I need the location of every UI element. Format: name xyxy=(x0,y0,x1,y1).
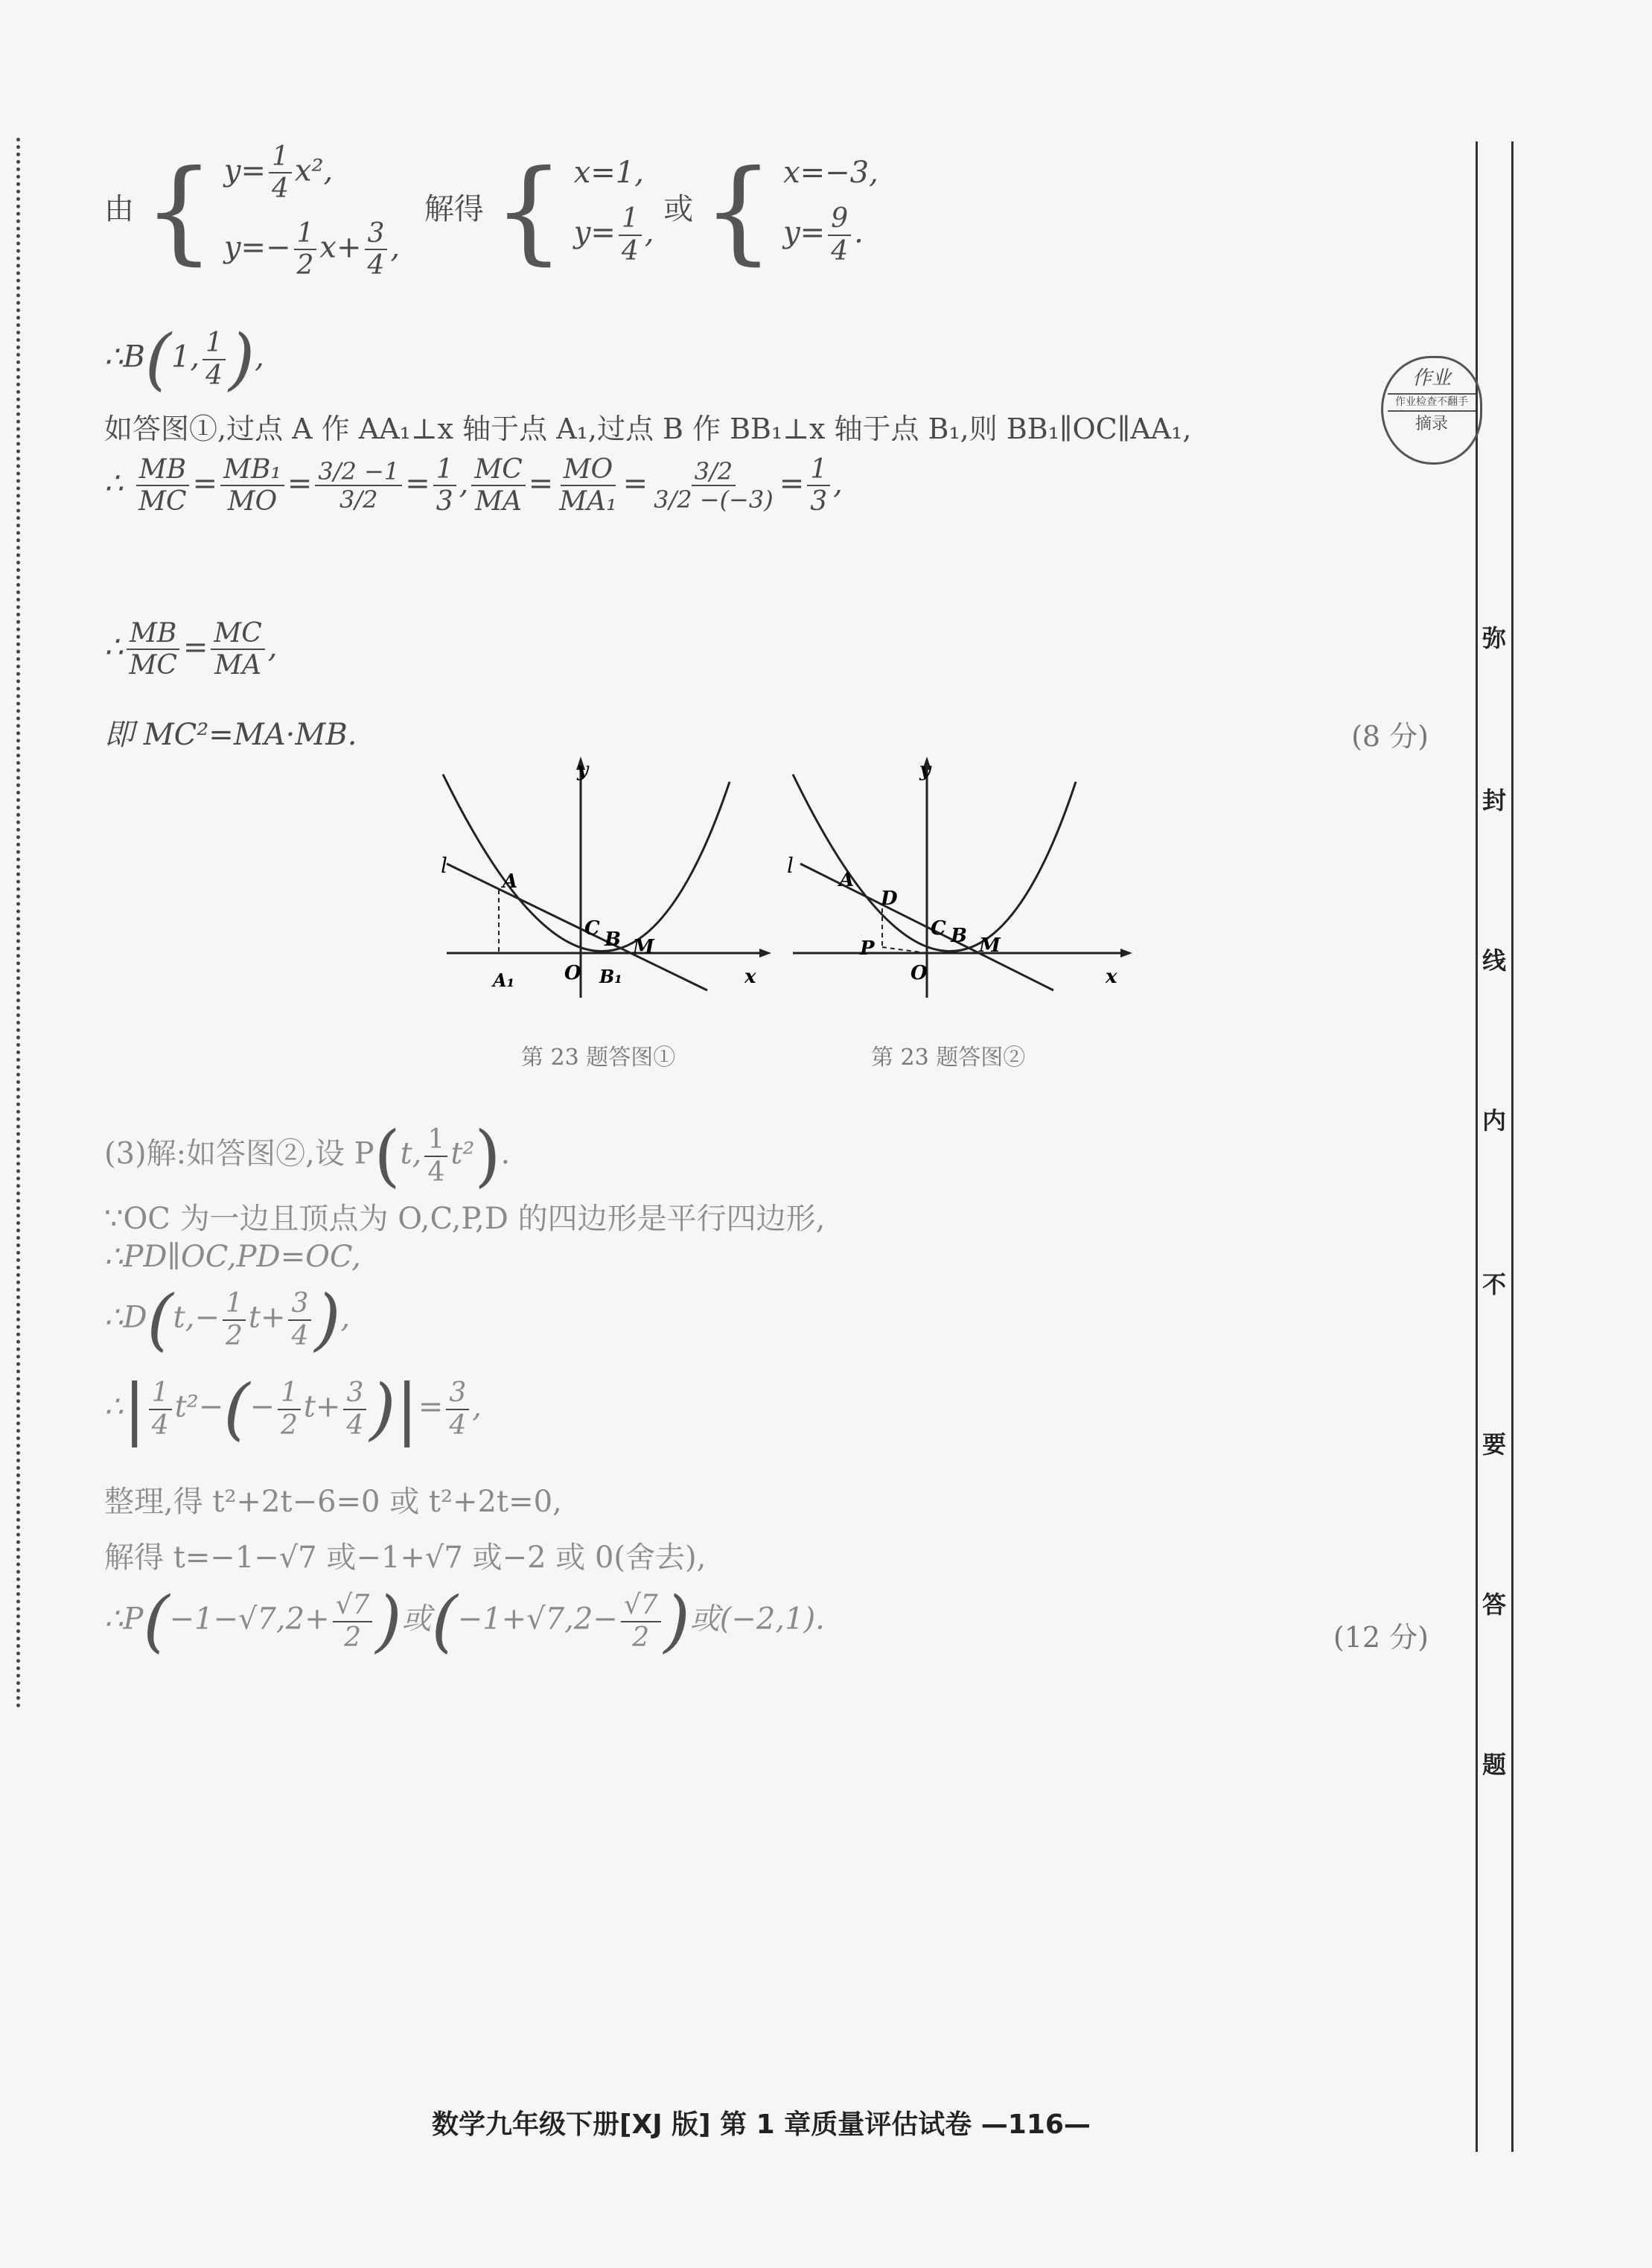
ratio-mc-ma xyxy=(211,618,264,681)
fraction-denominator: 4 xyxy=(367,250,385,281)
label-d: D xyxy=(881,888,898,910)
sol2-fraction xyxy=(828,203,851,267)
seal-char: 弥 xyxy=(1482,624,1506,652)
ratio-mb-mc xyxy=(126,618,179,681)
ratio-mb1-mo xyxy=(220,454,284,517)
seal-rule-left xyxy=(1476,141,1478,2152)
abs-expr-b: − xyxy=(249,1389,275,1424)
label-o: O xyxy=(910,962,928,984)
fraction-denominator: MA xyxy=(475,486,522,517)
homework-stamp xyxy=(1381,356,1482,465)
d-prefix: ∴D xyxy=(104,1300,147,1335)
equals-sign: = xyxy=(192,466,218,501)
ratio-compound1 xyxy=(315,458,402,515)
d-end: , xyxy=(340,1300,351,1335)
equals-sign: = xyxy=(528,466,554,501)
sol2-x: x=−3, xyxy=(783,156,878,191)
sol1-y xyxy=(574,203,654,267)
fraction-denominator: 4 xyxy=(449,1409,467,1441)
sol2-y xyxy=(783,203,878,267)
fraction-numerator: 1 xyxy=(433,454,456,486)
abs-bar-icon: | xyxy=(123,1370,146,1448)
ratio-mb-mc xyxy=(135,454,189,517)
seal-char: 要 xyxy=(1482,1430,1506,1459)
ratio-equal-line xyxy=(104,618,278,681)
fraction-numerator: MB₁ xyxy=(220,454,284,486)
sol1-y-lhs: y= xyxy=(573,215,616,250)
fraction-denominator: 4 xyxy=(427,1156,445,1188)
fraction-numerator: 3/2 −1 xyxy=(315,458,402,487)
figure1-caption: 第 23 题答图① xyxy=(521,1045,676,1071)
stamp-line3: 摘录 xyxy=(1415,414,1448,433)
label-a: A xyxy=(839,869,855,891)
fraction-numerator: 1 xyxy=(149,1377,172,1409)
x-axis-arrow-icon xyxy=(1120,949,1132,958)
absolute-value-line xyxy=(104,1370,482,1448)
fraction-denominator: 4 xyxy=(291,1320,309,1351)
eq1-fraction xyxy=(269,141,292,205)
seal-char: 不 xyxy=(1482,1270,1506,1299)
label-x: x xyxy=(744,966,756,988)
paren-icon: ) xyxy=(369,1370,396,1448)
fraction-numerator: √7 xyxy=(333,1590,373,1622)
p-close: . xyxy=(500,1136,511,1171)
abs-prefix: ∴ xyxy=(104,1389,124,1424)
b-point-fraction xyxy=(202,328,226,391)
solved-line: 解得 t=−1−√7 或−1+√7 或−2 或 0(舍去), xyxy=(104,1541,707,1575)
label-m: M xyxy=(979,934,1001,957)
left-dotted-border xyxy=(16,138,20,1709)
label-b1: B₁ xyxy=(599,966,622,987)
part3-intro xyxy=(104,1117,510,1195)
label-o: O xyxy=(564,962,581,984)
fraction-numerator: 3 xyxy=(446,1377,469,1409)
p-coord-end: t² xyxy=(450,1136,475,1171)
fraction-denominator: 2 xyxy=(296,250,314,281)
p-coord-t: t, xyxy=(400,1136,422,1171)
label-c: C xyxy=(931,917,946,940)
fraction-numerator: MB xyxy=(127,618,179,650)
paren-icon: ( xyxy=(144,320,171,398)
ratio-prefix: ∴ xyxy=(104,630,124,665)
page-footer: 数学九年级下册[XJ 版] 第 1 章质量评估试卷 —116— xyxy=(432,2109,1091,2140)
eq2-end: , xyxy=(390,230,401,265)
part3-intro-text: (3)解:如答图②,设 P xyxy=(104,1136,374,1171)
d-coord: t,− xyxy=(173,1300,220,1335)
fraction-numerator: MO xyxy=(561,454,616,486)
paren-icon: ) xyxy=(314,1281,341,1359)
x-axis-arrow-icon xyxy=(759,949,771,958)
solution-2 xyxy=(783,156,878,267)
solve-label: 解得 xyxy=(424,191,484,226)
system-eq2 xyxy=(224,218,400,281)
parallelogram-statement: ∵OC 为一边且顶点为 O,C,P,D 的四边形是平行四边形, xyxy=(104,1202,826,1236)
final-p2: −1+√7,2− xyxy=(457,1602,618,1637)
comma: , xyxy=(267,630,278,665)
fraction-denominator: 3 xyxy=(436,486,453,517)
ratio-end: , xyxy=(833,466,843,501)
fraction-numerator: √7 xyxy=(621,1590,661,1622)
d-point-line xyxy=(104,1281,350,1359)
comma: , xyxy=(459,466,469,501)
fraction-denominator: 3/2 xyxy=(339,485,378,515)
figure1-description: 如答图①,过点 A 作 AA₁⊥x 轴于点 A₁,过点 B 作 BB₁⊥x 轴于点 B₁,则 BB₁∥OC∥AA₁, xyxy=(104,412,1192,445)
fraction-numerator: 1 xyxy=(619,203,642,235)
figures-svg xyxy=(432,752,1176,1005)
d-fraction2 xyxy=(288,1288,311,1351)
fraction-numerator: 1 xyxy=(294,218,317,250)
label-b: B xyxy=(951,925,967,947)
brace-icon: { xyxy=(702,146,774,276)
seal-char: 答 xyxy=(1482,1590,1506,1619)
fraction-denominator: MA₁ xyxy=(559,486,617,517)
system-eq1 xyxy=(224,141,400,205)
fraction-denominator: 4 xyxy=(621,235,639,267)
equals-sign: = xyxy=(182,630,208,665)
label-c: C xyxy=(584,917,600,940)
fraction-denominator: MC xyxy=(129,650,177,681)
eq2-mid: x+ xyxy=(319,230,362,265)
equation-system xyxy=(104,141,878,281)
paren-icon: ) xyxy=(229,320,255,398)
fraction-numerator: 3 xyxy=(343,1377,366,1409)
brace-icon: { xyxy=(143,146,215,276)
fraction-numerator: 1 xyxy=(807,454,830,486)
b-point-prefix: ∴B xyxy=(104,340,145,375)
paren-icon: ( xyxy=(147,1281,173,1359)
abs-expr-c: t+ xyxy=(303,1389,341,1424)
fraction-numerator: MC xyxy=(211,618,264,650)
ratio-prefix: ∴ xyxy=(104,466,124,501)
brace-icon: { xyxy=(493,146,564,276)
fraction-denominator: 2 xyxy=(344,1622,361,1653)
seal-char: 题 xyxy=(1482,1751,1506,1779)
abs-result-eq: = xyxy=(418,1389,444,1424)
label-y: y xyxy=(577,759,589,781)
score-12: (12 分) xyxy=(1333,1621,1429,1654)
ratio-compound2 xyxy=(651,458,776,515)
equals-sign: = xyxy=(287,466,313,501)
sol2-y-lhs: y= xyxy=(783,215,826,250)
paren-icon: ( xyxy=(374,1117,401,1195)
eq2-fraction2 xyxy=(365,218,388,281)
ratio-mo-ma1 xyxy=(556,454,619,517)
final-p1: −1−√7,2+ xyxy=(169,1602,330,1637)
paren-icon: ( xyxy=(143,1582,170,1660)
ratio-third xyxy=(433,454,456,517)
figure-1 xyxy=(441,756,771,998)
paren-icon: ) xyxy=(474,1117,501,1195)
stamp-line1: 作业 xyxy=(1412,367,1451,389)
label-p: P xyxy=(860,937,875,960)
fraction-denominator: MC xyxy=(138,486,187,517)
fraction-denominator: MO xyxy=(227,486,278,517)
equals-sign: = xyxy=(405,466,430,501)
seal-rule-right xyxy=(1511,141,1514,2152)
abs-result-fraction xyxy=(446,1377,469,1441)
final-fraction2 xyxy=(621,1590,661,1653)
eq1-rhs: x², xyxy=(294,153,334,188)
fraction-numerator: 3/2 xyxy=(692,458,736,487)
fraction-numerator: MC xyxy=(471,454,525,486)
sol1-fraction xyxy=(619,203,642,267)
label-x: x xyxy=(1106,966,1117,988)
label-a: A xyxy=(503,870,518,893)
fraction-denominator: 2 xyxy=(225,1320,243,1351)
fraction-denominator: 3/2 −(−3) xyxy=(654,485,774,515)
or-label: 或 xyxy=(663,191,694,226)
eq2-fraction1 xyxy=(294,218,317,281)
label-a1: A₁ xyxy=(493,969,515,991)
abs-expr-a: t²− xyxy=(174,1389,224,1424)
figure2-caption: 第 23 题答图② xyxy=(871,1045,1026,1071)
stamp-line2: 作业检查不翻手 xyxy=(1388,393,1476,412)
score-8: (8 分) xyxy=(1351,720,1429,753)
label-l: l xyxy=(441,853,447,878)
fraction-denominator: 4 xyxy=(205,360,223,391)
fraction-numerator: 1 xyxy=(223,1288,246,1320)
equals-sign: = xyxy=(622,466,648,501)
fraction-numerator: 1 xyxy=(278,1377,301,1409)
system-equations xyxy=(224,141,400,281)
eq1-lhs: y= xyxy=(223,153,266,188)
label-y: y xyxy=(919,759,931,781)
abs-fraction1 xyxy=(149,1377,172,1441)
b-point-line xyxy=(104,320,264,398)
fraction-numerator: 1 xyxy=(269,141,292,173)
abs-fraction3 xyxy=(343,1377,366,1441)
fraction-denominator: 2 xyxy=(280,1409,298,1441)
label-l: l xyxy=(787,853,794,878)
final-or1: 或 xyxy=(401,1602,432,1637)
system-prefix: 由 xyxy=(104,191,134,226)
fraction-numerator: 3 xyxy=(365,218,388,250)
seal-char: 内 xyxy=(1482,1106,1506,1135)
fraction-denominator: MA xyxy=(214,650,261,681)
fraction-numerator: 1 xyxy=(424,1124,447,1156)
seal-char: 封 xyxy=(1482,786,1506,815)
d-mid: t+ xyxy=(248,1300,286,1335)
b-point-end: , xyxy=(255,340,264,375)
tidy-line: 整理,得 t²+2t−6=0 或 t²+2t=0, xyxy=(104,1485,562,1519)
fraction-denominator: 2 xyxy=(632,1622,650,1653)
p-fraction xyxy=(424,1124,447,1188)
final-fraction1 xyxy=(333,1590,373,1653)
label-m: M xyxy=(633,936,654,958)
conclusion-line: 即 MC²=MA·MB. xyxy=(104,718,357,752)
fraction-numerator: 3 xyxy=(288,1288,311,1320)
seal-char: 线 xyxy=(1482,946,1506,975)
fraction-numerator: 1 xyxy=(202,328,226,360)
solution-1 xyxy=(574,156,654,267)
label-b: B xyxy=(605,928,621,951)
fraction-numerator: MB xyxy=(136,454,189,486)
equals-sign: = xyxy=(779,466,805,501)
sol1-x: x=1, xyxy=(573,156,644,191)
sol2-y-end: . xyxy=(854,215,864,250)
fraction-denominator: 3 xyxy=(810,486,828,517)
ratio-third-2 xyxy=(807,454,830,517)
d-fraction1 xyxy=(223,1288,246,1351)
ratio-mc-ma xyxy=(471,454,525,517)
figure-2 xyxy=(787,756,1132,998)
fraction-numerator: 9 xyxy=(828,203,851,235)
abs-fraction2 xyxy=(278,1377,301,1441)
fraction-denominator: 4 xyxy=(151,1409,169,1441)
paren-icon: ) xyxy=(663,1582,690,1660)
pd-parallel-line: ∴PD∥OC,PD=OC, xyxy=(104,1240,361,1274)
final-answer-line xyxy=(104,1582,825,1660)
final-or2: 或(−2,1). xyxy=(689,1602,825,1637)
abs-end: , xyxy=(472,1389,482,1424)
paren-icon: ( xyxy=(223,1370,250,1448)
fraction-denominator: 4 xyxy=(346,1409,364,1441)
paren-icon: ( xyxy=(431,1582,458,1660)
abs-bar-icon: | xyxy=(395,1370,418,1448)
ratio-line xyxy=(104,454,843,517)
final-prefix: ∴P xyxy=(104,1602,144,1637)
paren-icon: ) xyxy=(375,1582,402,1660)
sol1-y-end: , xyxy=(644,215,654,250)
eq2-lhs: y=− xyxy=(223,230,291,265)
b-point-x: 1, xyxy=(170,340,200,375)
fraction-denominator: 4 xyxy=(831,235,849,267)
fraction-denominator: 4 xyxy=(272,173,289,205)
